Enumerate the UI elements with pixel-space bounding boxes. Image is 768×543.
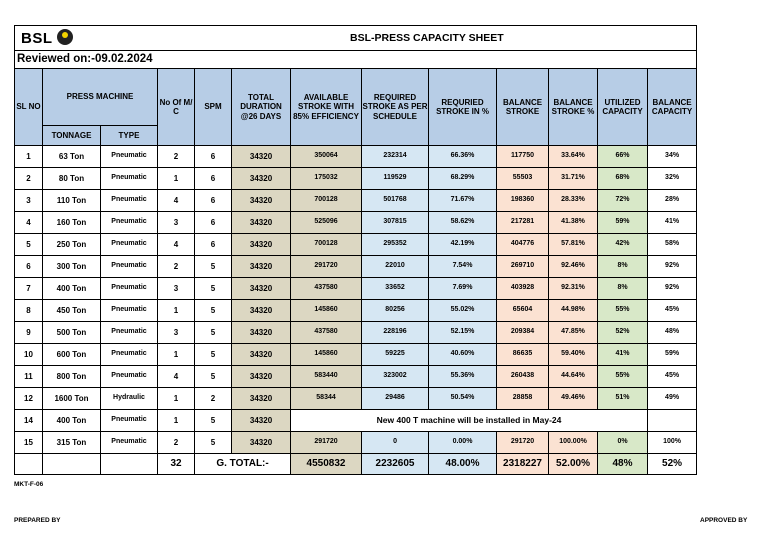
cell-sl: 6 [15,256,43,278]
cell-duration: 34320 [232,300,291,322]
cell-empty [101,454,158,475]
cell-sl: 8 [15,300,43,322]
cell-spm: 6 [195,168,232,190]
capacity-table [14,25,697,475]
cell-required: 0 [362,432,429,454]
cell-mc: 2 [158,256,195,278]
header-balance-capacity: BALANCE CAPACITY [648,69,697,146]
cell-balance: 269710 [497,256,549,278]
cell-sl: 10 [15,344,43,366]
header-required-pct: REQURIED STROKE IN % [429,69,497,146]
cell-sl: 7 [15,278,43,300]
cell-req-pct: 42.19% [429,234,497,256]
header-balance-stroke: BALANCE STROKE [497,69,549,146]
cell-bal-cap: 41% [648,212,697,234]
cell-mc: 3 [158,212,195,234]
cell-duration: 34320 [232,410,291,432]
cell-bal-pct: 31.71% [549,168,598,190]
cell-duration: 34320 [232,146,291,168]
table-row [15,300,697,322]
cell-bal-cap: 92% [648,256,697,278]
cell-required: 323002 [362,366,429,388]
cell-tonnage: 250 Ton [43,234,101,256]
cell-required: 59225 [362,344,429,366]
header-spm: SPM [195,69,232,146]
cell-spm: 6 [195,146,232,168]
cell-tonnage: 110 Ton [43,190,101,212]
cell-required: 29486 [362,388,429,410]
cell-spm: 6 [195,212,232,234]
cell-balance: 55503 [497,168,549,190]
total-balance-pct: 52.00% [549,454,598,475]
cell-required: 22010 [362,256,429,278]
cell-available: 145860 [291,300,362,322]
cell-bal-cap: 28% [648,190,697,212]
header-available-stroke: AVAILABLE STROKE WITH 85% EFFICIENCY [291,69,362,146]
cell-bal-pct: 41.38% [549,212,598,234]
cell-bal-cap: 45% [648,366,697,388]
cell-required: 80256 [362,300,429,322]
cell-utilized: 8% [598,278,648,300]
header-tonnage: TONNAGE [43,126,101,146]
cell-available: 437580 [291,322,362,344]
cell-bal-cap: 34% [648,146,697,168]
cell-bal-cap: 59% [648,344,697,366]
cell-bal-cap: 32% [648,168,697,190]
cell-bal-pct: 47.85% [549,322,598,344]
approved-by-label: APPROVED BY [700,517,748,524]
cell-duration: 34320 [232,366,291,388]
cell-utilized: 66% [598,146,648,168]
cell-available: 525096 [291,212,362,234]
cell-type: Pneumatic [101,366,158,388]
cell-duration: 34320 [232,234,291,256]
grand-total-label: G. TOTAL:- [195,454,291,475]
cell-balance: 86635 [497,344,549,366]
table-row [15,278,697,300]
cell-sl: 1 [15,146,43,168]
cell-bal-pct: 57.81% [549,234,598,256]
table-row [15,432,697,454]
cell-tonnage: 500 Ton [43,322,101,344]
cell-tonnage: 400 Ton [43,410,101,432]
cell-tonnage: 600 Ton [43,344,101,366]
cell-bal-pct: 100.00% [549,432,598,454]
cell-type: Pneumatic [101,432,158,454]
header-type: TYPE [101,126,158,146]
cell-mc: 4 [158,234,195,256]
cell-sl: 4 [15,212,43,234]
cell-mc: 3 [158,278,195,300]
table-row [15,322,697,344]
cell-utilized: 42% [598,234,648,256]
cell-sl: 5 [15,234,43,256]
cell-available: 145860 [291,344,362,366]
cell-balance: 198360 [497,190,549,212]
installation-note: New 400 T machine will be installed in May-24 [291,410,648,432]
header-balance-stroke-pct: BALANCE STROKE % [549,69,598,146]
cell-required: 501768 [362,190,429,212]
cell-type: Pneumatic [101,212,158,234]
cell-type: Pneumatic [101,278,158,300]
cell-empty [43,454,101,475]
cell-tonnage: 300 Ton [43,256,101,278]
prepared-by-label: PREPARED BY [14,517,61,524]
cell-sl: 12 [15,388,43,410]
cell-duration: 34320 [232,322,291,344]
header-utilized-capacity: UTILIZED CAPACITY [598,69,648,146]
cell-balance: 65604 [497,300,549,322]
sheet-title: BSL-PRESS CAPACITY SHEET [158,26,697,51]
table-row [15,234,697,256]
cell-req-pct: 40.60% [429,344,497,366]
cell-spm: 6 [195,190,232,212]
cell-balance: 403928 [497,278,549,300]
cell-tonnage: 80 Ton [43,168,101,190]
form-code: MKT-F-06 [14,481,44,488]
cell-mc: 4 [158,366,195,388]
cell-mc: 2 [158,146,195,168]
cell-available: 291720 [291,432,362,454]
cell-utilized: 41% [598,344,648,366]
cell-req-pct: 7.69% [429,278,497,300]
cell-bal-pct: 33.64% [549,146,598,168]
cell-balance: 404776 [497,234,549,256]
cell-mc: 1 [158,410,195,432]
header-no-of-mc: No Of M/ C [158,69,195,146]
cell-req-pct: 55.02% [429,300,497,322]
total-utilized: 48% [598,454,648,475]
brand-cell [15,26,158,51]
cell-bal-pct: 49.46% [549,388,598,410]
cell-type: Pneumatic [101,410,158,432]
cell-bal-pct: 44.98% [549,300,598,322]
cell-spm: 5 [195,432,232,454]
cell-spm: 5 [195,278,232,300]
cell-mc: 1 [158,344,195,366]
cell-mc: 3 [158,322,195,344]
table-row [15,388,697,410]
cell-spm: 5 [195,344,232,366]
cell-sl: 11 [15,366,43,388]
cell-req-pct: 71.67% [429,190,497,212]
table-row [15,146,697,168]
cell-tonnage: 160 Ton [43,212,101,234]
cell-available: 437580 [291,278,362,300]
cell-sl: 9 [15,322,43,344]
cell-type: Pneumatic [101,168,158,190]
cell-tonnage: 315 Ton [43,432,101,454]
total-balance-capacity: 52% [648,454,697,475]
cell-type: Pneumatic [101,234,158,256]
cell-mc: 1 [158,300,195,322]
table-row [15,410,697,432]
cell-tonnage: 800 Ton [43,366,101,388]
cell-type: Pneumatic [101,300,158,322]
cell-bal-cap: 100% [648,432,697,454]
press-capacity-sheet [14,25,696,475]
cell-available: 350064 [291,146,362,168]
cell-type: Pneumatic [101,322,158,344]
cell-utilized: 72% [598,190,648,212]
cell-balance: 217281 [497,212,549,234]
cell-spm: 2 [195,388,232,410]
cell-req-pct: 52.15% [429,322,497,344]
cell-mc: 1 [158,388,195,410]
cell-sl: 14 [15,410,43,432]
cell-sl: 15 [15,432,43,454]
cell-mc: 2 [158,432,195,454]
bsl-logo-icon [57,29,73,45]
cell-spm: 5 [195,366,232,388]
cell-spm: 5 [195,256,232,278]
cell-tonnage: 1600 Ton [43,388,101,410]
cell-bal-cap: 45% [648,300,697,322]
table-row [15,256,697,278]
cell-empty [15,454,43,475]
total-required-pct: 48.00% [429,454,497,475]
total-available: 4550832 [291,454,362,475]
cell-required: 295352 [362,234,429,256]
cell-bal-cap: 58% [648,234,697,256]
cell-balance: 291720 [497,432,549,454]
cell-duration: 34320 [232,432,291,454]
cell-type: Pneumatic [101,344,158,366]
header-required-stroke: REQUIRED STROKE AS PER SCHEDULE [362,69,429,146]
cell-utilized: 0% [598,432,648,454]
cell-utilized: 8% [598,256,648,278]
cell-empty [648,410,697,432]
cell-required: 119529 [362,168,429,190]
cell-utilized: 55% [598,300,648,322]
table-row [15,212,697,234]
cell-duration: 34320 [232,256,291,278]
cell-available: 58344 [291,388,362,410]
cell-balance: 117750 [497,146,549,168]
cell-sl: 3 [15,190,43,212]
cell-utilized: 59% [598,212,648,234]
cell-duration: 34320 [232,278,291,300]
cell-utilized: 55% [598,366,648,388]
header-press-machine: PRESS MACHINE [43,69,158,126]
cell-req-pct: 0.00% [429,432,497,454]
cell-req-pct: 55.36% [429,366,497,388]
cell-available: 291720 [291,256,362,278]
cell-type: Pneumatic [101,190,158,212]
table-row [15,344,697,366]
cell-available: 175032 [291,168,362,190]
cell-bal-pct: 92.46% [549,256,598,278]
cell-utilized: 68% [598,168,648,190]
cell-req-pct: 58.62% [429,212,497,234]
cell-req-pct: 50.54% [429,388,497,410]
cell-duration: 34320 [232,388,291,410]
cell-available: 700128 [291,190,362,212]
cell-duration: 34320 [232,344,291,366]
cell-bal-pct: 28.33% [549,190,598,212]
cell-tonnage: 400 Ton [43,278,101,300]
cell-required: 228196 [362,322,429,344]
cell-type: Pneumatic [101,256,158,278]
cell-req-pct: 66.36% [429,146,497,168]
cell-req-pct: 68.29% [429,168,497,190]
cell-bal-pct: 59.40% [549,344,598,366]
cell-type: Hydraulic [101,388,158,410]
brand-name: BSL [21,29,53,47]
cell-required: 307815 [362,212,429,234]
cell-duration: 34320 [232,168,291,190]
cell-spm: 6 [195,234,232,256]
cell-bal-cap: 48% [648,322,697,344]
total-machines: 32 [158,454,195,475]
cell-sl: 2 [15,168,43,190]
cell-duration: 34320 [232,212,291,234]
cell-bal-cap: 49% [648,388,697,410]
cell-req-pct: 7.54% [429,256,497,278]
table-row [15,168,697,190]
cell-balance: 209384 [497,322,549,344]
cell-spm: 5 [195,410,232,432]
grand-total-row [15,454,697,475]
cell-available: 583440 [291,366,362,388]
cell-available: 700128 [291,234,362,256]
cell-balance: 260438 [497,366,549,388]
cell-required: 33652 [362,278,429,300]
cell-bal-cap: 92% [648,278,697,300]
cell-spm: 5 [195,300,232,322]
header-sl-no: SL NO [15,69,43,146]
cell-utilized: 52% [598,322,648,344]
total-required: 2232605 [362,454,429,475]
table-row [15,190,697,212]
cell-duration: 34320 [232,190,291,212]
cell-required: 232314 [362,146,429,168]
header-total-duration: TOTAL DURATION @26 DAYS [232,69,291,146]
cell-bal-pct: 44.64% [549,366,598,388]
cell-mc: 4 [158,190,195,212]
cell-mc: 1 [158,168,195,190]
cell-type: Pneumatic [101,146,158,168]
total-balance: 2318227 [497,454,549,475]
cell-balance: 28858 [497,388,549,410]
cell-bal-pct: 92.31% [549,278,598,300]
cell-tonnage: 63 Ton [43,146,101,168]
reviewed-date: Reviewed on:-09.02.2024 [15,51,697,69]
cell-spm: 5 [195,322,232,344]
table-row [15,366,697,388]
cell-utilized: 51% [598,388,648,410]
cell-tonnage: 450 Ton [43,300,101,322]
